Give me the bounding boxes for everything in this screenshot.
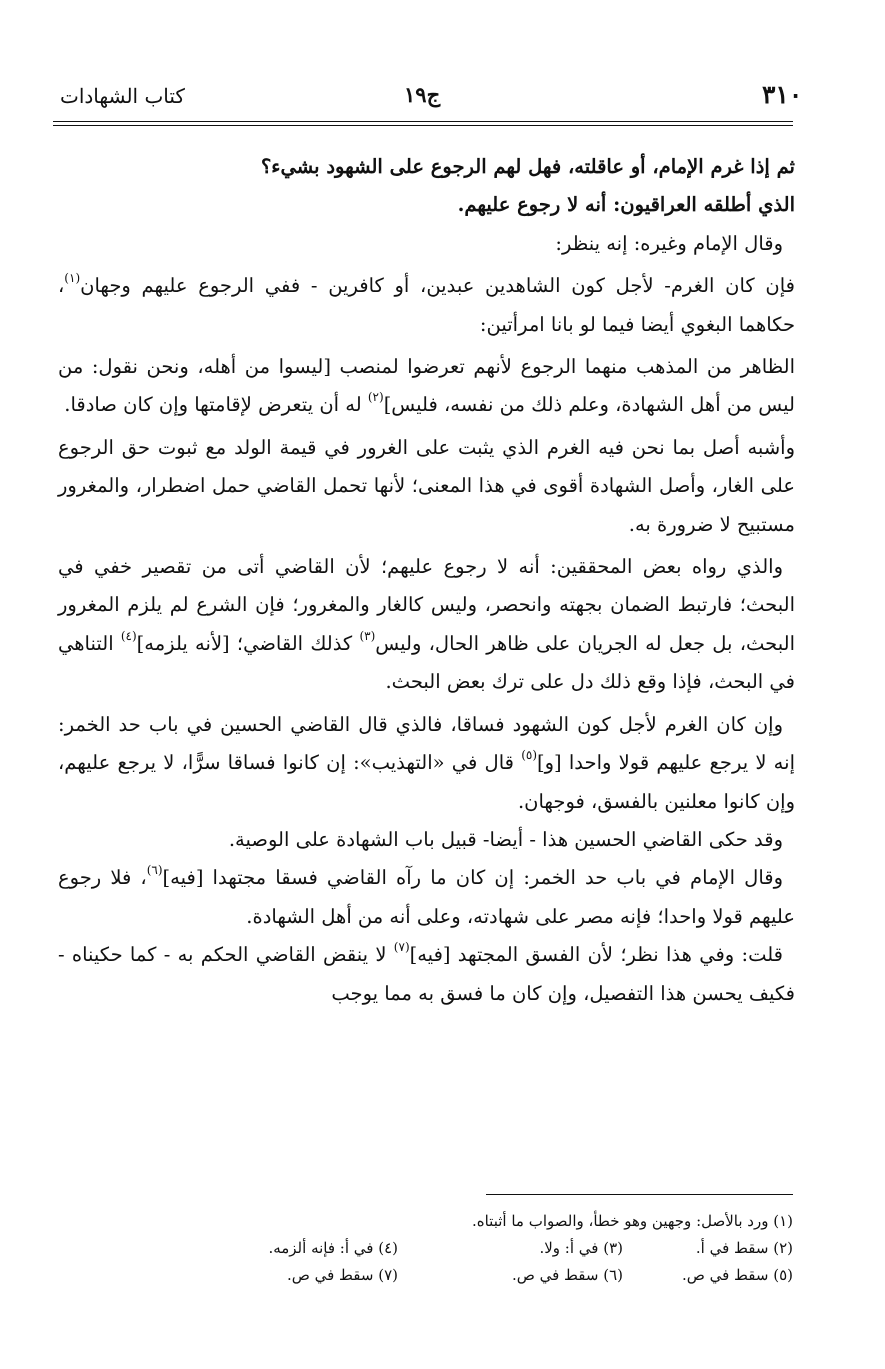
paragraph-text: قال في «التهذيب»: إن كانوا فساقا سرًّا، لا يرجع عليهم، وإن كانوا معلنين بالفسق، فوجهان. [58,751,795,813]
paragraph-text: فإن كان الغرم- لأجل كون الشاهدين عبدين، أو كافرين - ففي الرجوع عليهم وجهان [80,274,795,298]
footnote-ref: (٥) [521,748,538,763]
footnote-separator [486,1194,793,1195]
page-number: ٣١٠ [762,80,803,109]
paragraph-text: والذي رواه بعض المحققين: أنه لا رجوع عليهم؛ لأن القاضي أتى من تقصير خفي في البحث؛ فارتبط الضمان بجهته وانحصر، وليس كالغار والمغرور؛ فإن الشرع لم يلزم المغرور البحث، بل جعل له الجريان على ظاهر الحال، وليس [58,555,795,655]
footnotes [58,1207,793,1288]
paragraph: وأشبه أصل بما نحن فيه الغرم الذي يثبت على الغرور في قيمة الولد مع ثبوت حق الرجوع على الغار، وأصل الشهادة أقوى في هذا المعنى؛ لأنها تحمل القاضي حمل اضطرار، والمغرور مستبيح لا ضرورة به. [58,435,795,536]
footnote-row [58,1234,793,1261]
paragraph-text: ، حكاهما البغوي أيضا فيما لو بانا امرأتين: [58,274,795,336]
paragraph [58,859,795,936]
footnote-ref: (١) [64,271,81,286]
paragraph-text: وقال الإمام في باب حد الخمر: إن كان ما رآه القاضي فسقا مجتهدا [فيه] [162,866,783,890]
paragraph-text: التناهي في البحث، فإذا وقع ذلك دل على ترك بعض البحث. [58,631,795,694]
footnote-ref: (٣) [359,628,376,643]
paragraph [58,267,795,344]
header-rule-second [53,125,793,126]
footnote-ref: (٢) [367,390,384,405]
footnote-row [58,1261,793,1288]
paragraph [58,348,795,425]
paragraph: وقال الإمام وغيره: إنه ينظر: [555,231,783,255]
paragraph-text: لا ينقض القاضي الحكم به - كما حكيناه - فكيف يحسن هذا التفصيل، وإن كان ما فسق به مما يوجب [58,943,795,1005]
paragraph [58,936,795,1013]
paragraph: وقد حكى القاضي الحسين هذا - أيضا- قبيل باب الشهادة على الوصية. [228,827,783,851]
paragraph-text: قلت: وفي هذا نظر؛ لأن الفسق المجتهد [فيه] [409,943,783,967]
footnote-ref: (٤) [120,628,137,643]
footnote: (٣) في أ: ولا. [539,1238,623,1257]
footnote-row [58,1207,793,1234]
footnote-ref: (٦) [146,863,163,878]
footnote: (٥) سقط في ص. [681,1265,793,1284]
paragraph-text: له أن يتعرض لإقامتها وإن كان صادقا. [64,393,368,417]
footnote-ref: (٧) [393,940,410,955]
main-text [58,148,795,1013]
footnote: (٢) سقط في أ. [695,1238,793,1257]
footnote: (٤) في أ: فإنه ألزمه. [268,1238,398,1257]
paragraph-text: كذلك القاضي؛ [لأنه يلزمه] [136,631,360,655]
paragraph [58,706,795,821]
running-title: كتاب الشهادات [60,84,185,108]
paragraph: ثم إذا غرم الإمام، أو عاقلته، فهل لهم الرجوع على الشهود بشيء؟ [260,155,795,178]
paragraph-text: وإن كان الغرم لأجل كون الشهود فساقا، فالذي قال القاضي الحسين في باب حد الخمر: إنه لا يرجع عليهم قولا واحدا [و] [58,712,795,775]
paragraph [58,548,795,702]
header-rule [53,121,793,122]
paragraph-text: الظاهر من المذهب منهما الرجوع لأنهم تعرضوا لمنصب [ليسوا من أهله، ونحن نقول: من ليس من أهل الشهادة، وعلم ذلك من نفسه، فليس] [58,355,795,417]
volume-number: ج١٩ [404,82,441,107]
footnote: (٧) سقط في ص. [286,1265,398,1284]
footnote: (١) ورد بالأصل: وجهين وهو خطأ، والصواب ما أثبتاه. [471,1211,793,1230]
footnote: (٦) سقط في ص. [511,1265,623,1284]
paragraph-text: ، فلا رجوع عليهم قولا واحدا؛ فإنه مصر على شهادته، وعلى أنه من أهل الشهادة. [58,866,795,928]
paragraph: الذي أطلقه العراقيون: أنه لا رجوع عليهم. [457,193,795,217]
